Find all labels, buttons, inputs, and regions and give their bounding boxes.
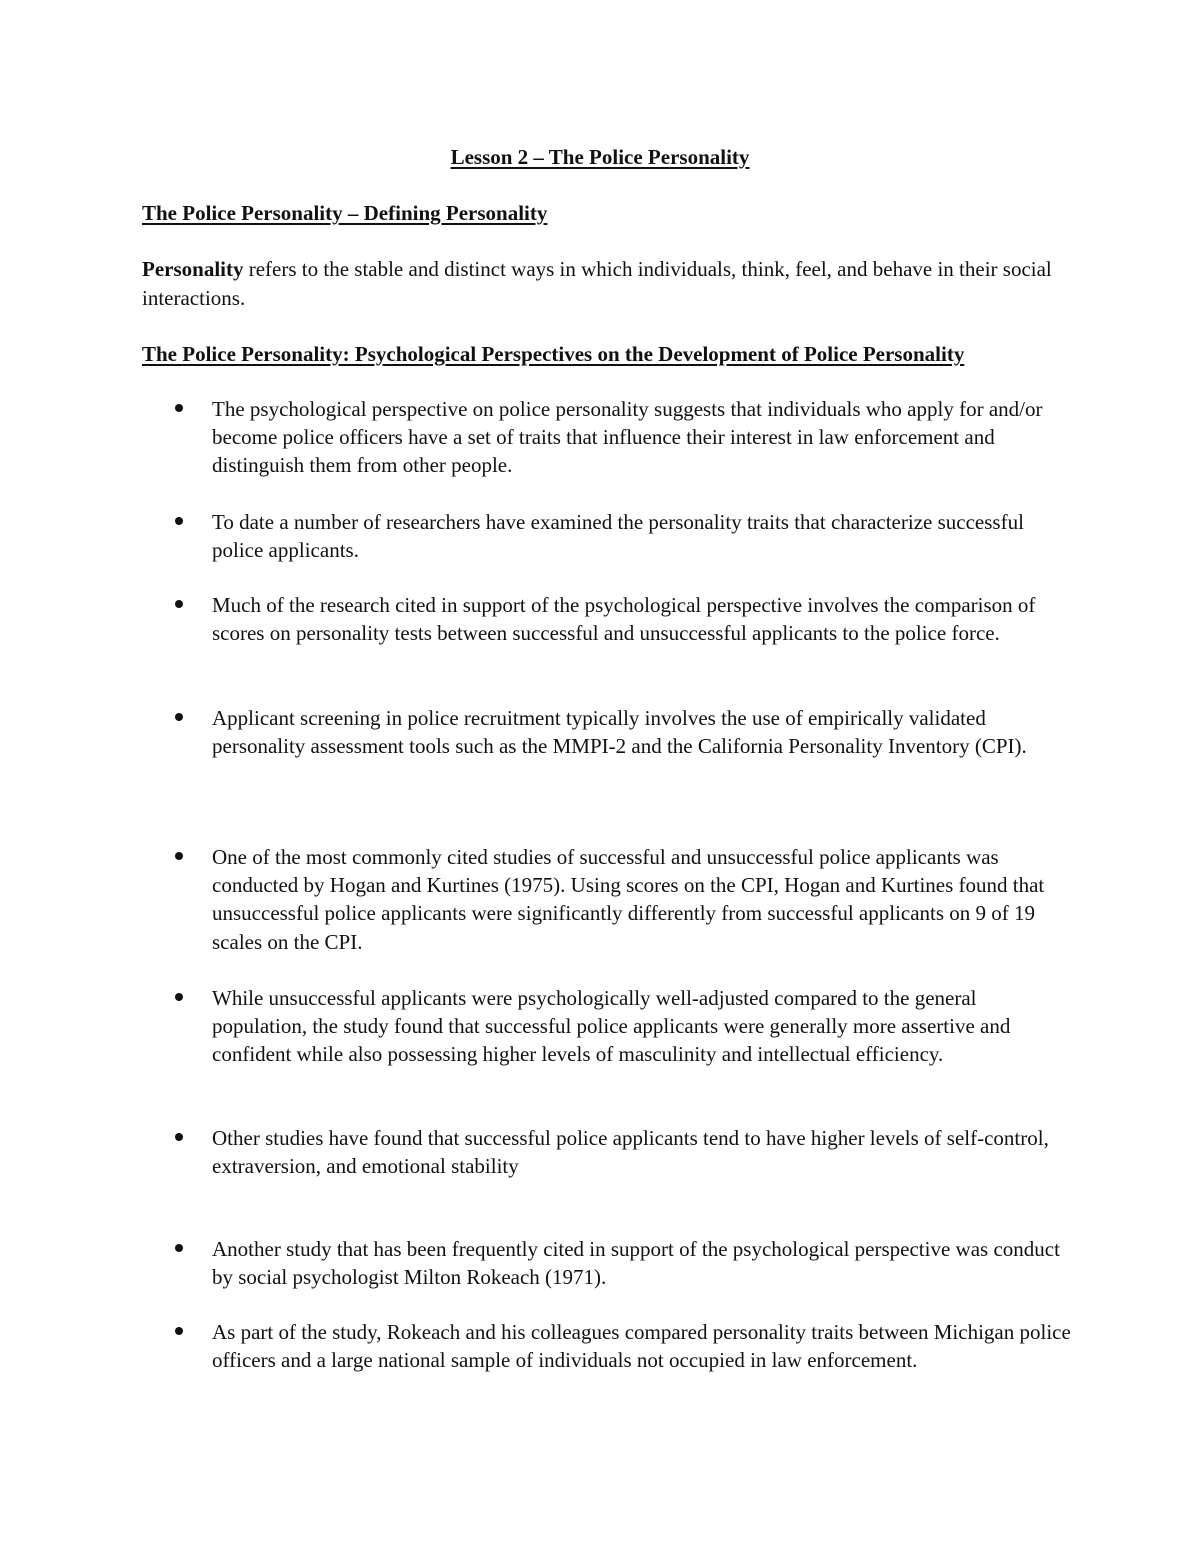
document-title: Lesson 2 – The Police Personality bbox=[450, 145, 750, 169]
bullet-text: While unsuccessful applicants were psychologically well-adjusted compared to the general population, the study found that successful police applicants were generally more assertive and confident while also possessing higher levels of masculinity and intellectual efficiency. bbox=[212, 986, 1011, 1067]
bullet-icon bbox=[175, 1244, 183, 1252]
definition-term: Personality bbox=[142, 257, 244, 281]
bullet-text: To date a number of researchers have examined the personality traits that characterize successful police applicants. bbox=[212, 510, 1024, 563]
bullet-item bbox=[212, 395, 1072, 480]
bullet-icon bbox=[175, 517, 183, 525]
bullet-text: The psychological perspective on police personality suggests that individuals who apply for and/or become police officers have a set of traits that influence their interest in law enforcement and distinguish them from other people. bbox=[212, 397, 1043, 478]
bullet-text: Applicant screening in police recruitment typically involves the use of empirically validated personality assessment tools such as the MMPI-2 and the California Personality Inventory (CPI). bbox=[212, 706, 1027, 759]
bullet-text: One of the most commonly cited studies of successful and unsuccessful police applicants was conducted by Hogan and Kurtines (1975). Using scores on the CPI, Hogan and Kurtines found that unsuccessful police applicants were significantly differently from successful applicants on 9 of 19 scales on the CPI. bbox=[212, 845, 1045, 954]
bullet-icon bbox=[175, 713, 183, 721]
bullet-icon bbox=[175, 1133, 183, 1141]
bullet-item bbox=[212, 984, 1072, 1069]
bullet-text: Another study that has been frequently cited in support of the psychological perspective was conduct by social psychologist Milton Rokeach (1971). bbox=[212, 1237, 1060, 1290]
bullet-text: As part of the study, Rokeach and his colleagues compared personality traits between Michigan police officers and a large national sample of individuals not occupied in law enforcement. bbox=[212, 1320, 1071, 1373]
definition-text: refers to the stable and distinct ways in which individuals, think, feel, and behave in their social interactions. bbox=[142, 257, 1052, 310]
bullet-icon bbox=[175, 852, 183, 860]
heading-psychological-perspectives: The Police Personality: Psychological Perspectives on the Development of Police Personality bbox=[142, 342, 965, 366]
bullet-text: Much of the research cited in support of the psychological perspective involves the comparison of scores on personality tests between successful and unsuccessful applicants to the police force. bbox=[212, 593, 1036, 646]
bullet-item bbox=[212, 1235, 1072, 1291]
bullet-text: Other studies have found that successful police applicants tend to have higher levels of self-control, extraversion, and emotional stability bbox=[212, 1126, 1049, 1179]
bullet-icon bbox=[175, 993, 183, 1001]
bullet-icon bbox=[175, 404, 183, 412]
bullet-item bbox=[212, 843, 1072, 956]
bullet-item bbox=[212, 591, 1072, 647]
bullet-icon bbox=[175, 600, 183, 608]
bullet-icon bbox=[175, 1327, 183, 1335]
bullet-item bbox=[212, 508, 1072, 564]
bullet-item bbox=[212, 1124, 1072, 1180]
bullet-item bbox=[212, 1318, 1072, 1374]
bullet-item bbox=[212, 704, 1072, 760]
heading-defining-personality: The Police Personality – Defining Personality bbox=[142, 201, 548, 225]
